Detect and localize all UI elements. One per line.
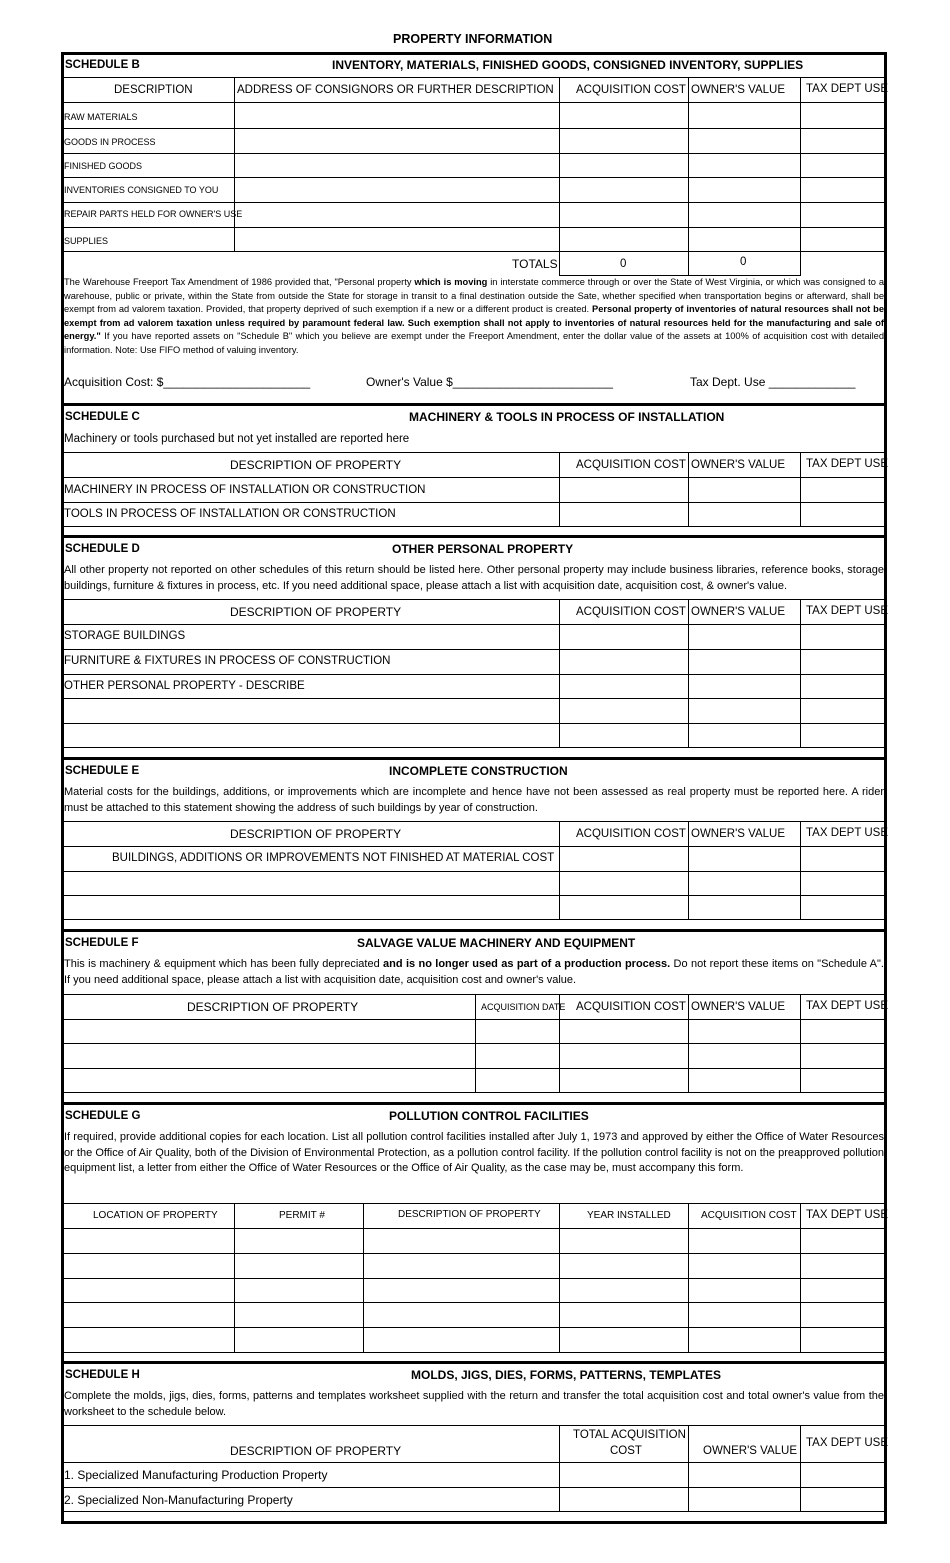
col-tax-dept-use: TAX DEPT USE — [806, 605, 889, 617]
tax-dept-use-line[interactable]: Tax Dept. Use _____________ — [690, 375, 856, 389]
schedule-g-intro: If required, provide additional copies for each location. List all pollution control facilities installed after July 1, 1973 and approved by either the Office of Water Resources or the Office of Air Quality, both of the Division of Environmental Protection, as a pollution control facility. If the pollution control facility is not on the preapproved pollution equipment list, a letter from either the Office of Water Resources or the Office of Air Quality, as the case may be, must accompany this form. — [64, 1131, 884, 1174]
row-label: FURNITURE & FIXTURES IN PROCESS OF CONSTRUCTION — [64, 655, 391, 667]
col-total-acquisition: TOTAL ACQUISITION — [573, 1429, 686, 1441]
col-acquisition-cost: ACQUISITION COST — [576, 1001, 686, 1013]
total-owners-value: 0 — [740, 256, 747, 268]
col-acquisition-cost: ACQUISITION COST — [576, 459, 686, 471]
schedule-b-title: INVENTORY, MATERIALS, FINISHED GOODS, CONSIGNED INVENTORY, SUPPLIES — [332, 58, 804, 72]
schedule-e-label: SCHEDULE E — [65, 765, 140, 777]
schedule-e-title: INCOMPLETE CONSTRUCTION — [389, 764, 568, 778]
row-label: SUPPLIES — [64, 236, 109, 246]
schedule-g-label: SCHEDULE G — [65, 1110, 141, 1122]
schedule-f-label: SCHEDULE F — [65, 937, 139, 949]
row-label: GOODS IN PROCESS — [64, 137, 156, 147]
col-description-of-property: DESCRIPTION OF PROPERTY — [398, 1209, 541, 1220]
col-tax-dept-use: TAX DEPT USE — [806, 83, 889, 95]
col-description-of-property: DESCRIPTION OF PROPERTY — [230, 1444, 402, 1458]
row-label: BUILDINGS, ADDITIONS OR IMPROVEMENTS NOT FINISHED AT MATERIAL COST — [112, 852, 555, 864]
col-description-of-property: DESCRIPTION OF PROPERTY — [187, 1000, 359, 1014]
col-owners-value: OWNER'S VALUE — [691, 828, 785, 840]
row-label: TOOLS IN PROCESS OF INSTALLATION OR CONSTRUCTION — [64, 508, 396, 520]
col-owners-value: OWNER'S VALUE — [703, 1445, 797, 1457]
freeport-note: The Warehouse Freeport Tax Amendment of 1986 provided that, "Personal property which is moving in interstate commerce through or over the State of West Virginia, or which was consigned to a warehouse, public or private, within the State from outside the State for storage in transit to a final destination outside the Sate, whether specified when transportation begins or afterward, shall be exempt from ad valorem taxation. Provided, that property deprived of such exemption if a new or a different product is created. Personal property of inventories of natural resources shall not be exempt from ad valorem taxation unless required by paramount federal law. Such exemption shall not apply to inventories of natural resources held for the manufacturing and sale of energy." If you have reported assets on "Schedule B" which you believe are exempt under the Freeport Amendment, enter the dollar value of the assets at 100% of acquisition cost with detailed information. Note: Use FIFO method of valuing inventory. — [64, 277, 884, 355]
schedule-h-intro: Complete the molds, jigs, dies, forms, patterns and templates worksheet supplied with the return and transfer the total acquisition cost and total owner's value from the worksheet to the schedule below. — [64, 1390, 884, 1418]
schedule-h-title: MOLDS, JIGS, DIES, FORMS, PATTERNS, TEMPLATES — [411, 1368, 722, 1382]
schedule-d-label: SCHEDULE D — [65, 543, 140, 555]
acquisition-cost-line[interactable]: Acquisition Cost: $______________________ — [64, 375, 311, 389]
schedule-c-title: MACHINERY & TOOLS IN PROCESS OF INSTALLATION — [409, 410, 725, 424]
schedule-c-intro: Machinery or tools purchased but not yet installed are reported here — [64, 433, 410, 445]
col-tax-dept-use: TAX DEPT USE — [806, 458, 889, 470]
row-label: RAW MATERIALS — [64, 112, 138, 122]
row-label: OTHER PERSONAL PROPERTY - DESCRIBE — [64, 680, 305, 692]
col-description-of-property: DESCRIPTION OF PROPERTY — [230, 827, 402, 841]
col-description: DESCRIPTION — [114, 84, 193, 96]
col-tax-dept-use: TAX DEPT USE — [806, 1437, 889, 1449]
col-description-of-property: DESCRIPTION OF PROPERTY — [230, 458, 402, 472]
row-label: MACHINERY IN PROCESS OF INSTALLATION OR CONSTRUCTION — [64, 484, 426, 496]
col-description-of-property: DESCRIPTION OF PROPERTY — [230, 605, 402, 619]
schedule-c-label: SCHEDULE C — [65, 411, 140, 423]
col-owners-value: OWNER'S VALUE — [691, 84, 785, 96]
total-acquisition-cost: 0 — [620, 258, 627, 270]
schedule-f-title: SALVAGE VALUE MACHINERY AND EQUIPMENT — [357, 936, 636, 950]
col-location-of-property: LOCATION OF PROPERTY — [93, 1210, 218, 1221]
schedule-g-title: POLLUTION CONTROL FACILITIES — [389, 1109, 589, 1123]
col-owners-value: OWNER'S VALUE — [691, 606, 785, 618]
totals-label: TOTALS — [512, 257, 558, 271]
col-acquisition-date: ACQUISITION DATE — [481, 1002, 566, 1012]
owners-value-line[interactable]: Owner's Value $________________________ — [366, 375, 613, 389]
col-tax-dept-use: TAX DEPT USE — [806, 1209, 889, 1221]
schedule-e-intro: Material costs for the buildings, additions, or improvements which are incomplete and hence have not been assessed as real property must be reported here. A rider must be attached to this statement showing the address of such buildings by year of construction. — [64, 786, 884, 814]
schedule-f-intro: This is machinery & equipment which has been fully depreciated and is no longer used as part of a production process. Do not report these items on "Schedule A". If you need additional space, please attach a list with acquisition date, acquisition cost and owner's value. — [64, 958, 884, 986]
row-label: REPAIR PARTS HELD FOR OWNER'S USE — [64, 209, 243, 219]
col-acquisition-cost: ACQUISITION COST — [701, 1210, 797, 1221]
row-label: FINISHED GOODS — [64, 161, 143, 171]
col-acquisition-cost: ACQUISITION COST — [576, 828, 686, 840]
schedule-d-title: OTHER PERSONAL PROPERTY — [392, 542, 574, 556]
row-label: STORAGE BUILDINGS — [64, 630, 186, 642]
schedule-b-label: SCHEDULE B — [65, 59, 140, 71]
col-owners-value: OWNER'S VALUE — [691, 1001, 785, 1013]
page-title: PROPERTY INFORMATION — [393, 32, 553, 46]
col-cost: COST — [610, 1445, 642, 1457]
col-address: ADDRESS OF CONSIGNORS OR FURTHER DESCRIPTION — [237, 84, 554, 96]
col-owners-value: OWNER'S VALUE — [691, 459, 785, 471]
row-label: 1. Specialized Manufacturing Production Property — [64, 1468, 328, 1482]
row-label: 2. Specialized Non-Manufacturing Property — [64, 1493, 293, 1507]
col-acquisition-cost: ACQUISITION COST — [576, 84, 686, 96]
col-tax-dept-use: TAX DEPT USE — [806, 1000, 889, 1012]
schedule-h-label: SCHEDULE H — [65, 1369, 140, 1381]
col-permit: PERMIT # — [279, 1210, 325, 1221]
col-tax-dept-use: TAX DEPT USE — [806, 827, 889, 839]
schedule-d-intro: All other property not reported on other schedules of this return should be listed here. Other personal property may include business libraries, reference books, storage buildings, furniture & fixtures in process, etc. If you need additional space, please attach a list with acquisition date, acquisition cost, & owner's value. — [64, 564, 884, 592]
col-acquisition-cost: ACQUISITION COST — [576, 606, 686, 618]
row-label: INVENTORIES CONSIGNED TO YOU — [64, 185, 219, 195]
col-year-installed: YEAR INSTALLED — [587, 1210, 671, 1221]
